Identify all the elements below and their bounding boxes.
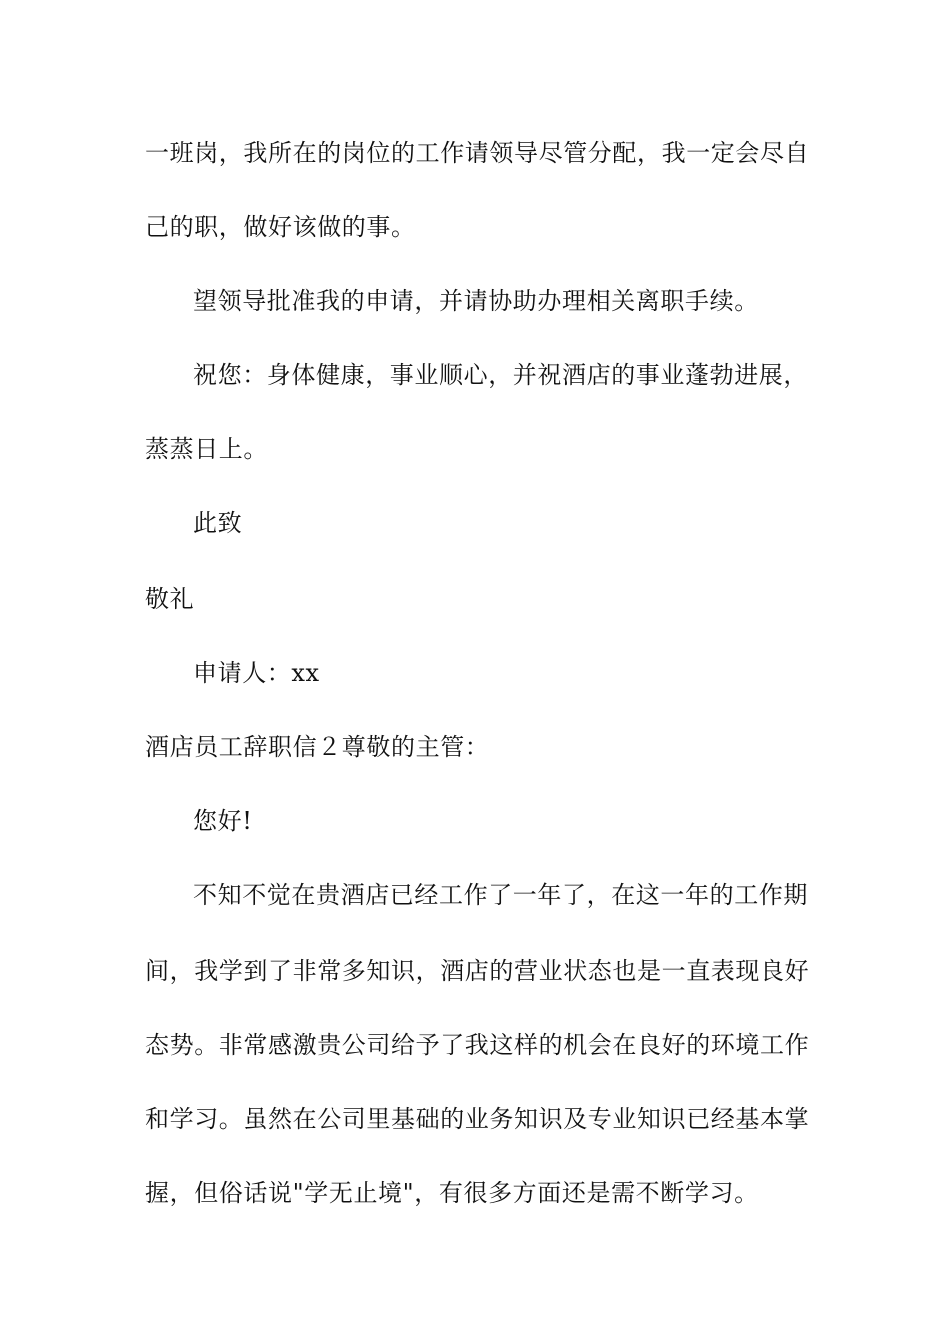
letter-2-heading: 酒店员工辞职信２尊敬的主管： (145, 733, 490, 761)
paragraph-request-approval: 望领导批准我的申请，并请协助办理相关离职手续。 (193, 287, 759, 315)
body-line-1: 一班岗，我所在的岗位的工作请领导尽管分配，我一定会尽自 (145, 139, 810, 167)
paragraph-2-line-1: 不知不觉在贵酒店已经工作了一年了，在这一年的工作期 (193, 881, 808, 909)
paragraph-2-line-5: 握，但俗话说"学无止境"，有很多方面还是需不断学习。 (145, 1179, 759, 1207)
signature-applicant: 申请人：xx (193, 659, 320, 687)
body-line-2: 己的职，做好该做的事。 (145, 213, 416, 241)
closing-cizhi: 此致 (193, 509, 243, 537)
closing-jingli: 敬礼 (145, 585, 195, 613)
greeting: 您好! (193, 807, 253, 835)
paragraph-2-line-4: 和学习。虽然在公司里基础的业务知识及专业知识已经基本掌 (145, 1105, 810, 1133)
paragraph-2-line-2: 间，我学到了非常多知识，酒店的营业状态也是一直表现良好 (145, 957, 810, 985)
body-line-wishes-cont: 蒸蒸日上。 (145, 435, 268, 463)
paragraph-wishes: 祝您：身体健康，事业顺心，并祝酒店的事业蓬勃进展， (193, 361, 808, 389)
paragraph-2-line-3: 态势。非常感激贵公司给予了我这样的机会在良好的环境工作 (145, 1031, 810, 1059)
